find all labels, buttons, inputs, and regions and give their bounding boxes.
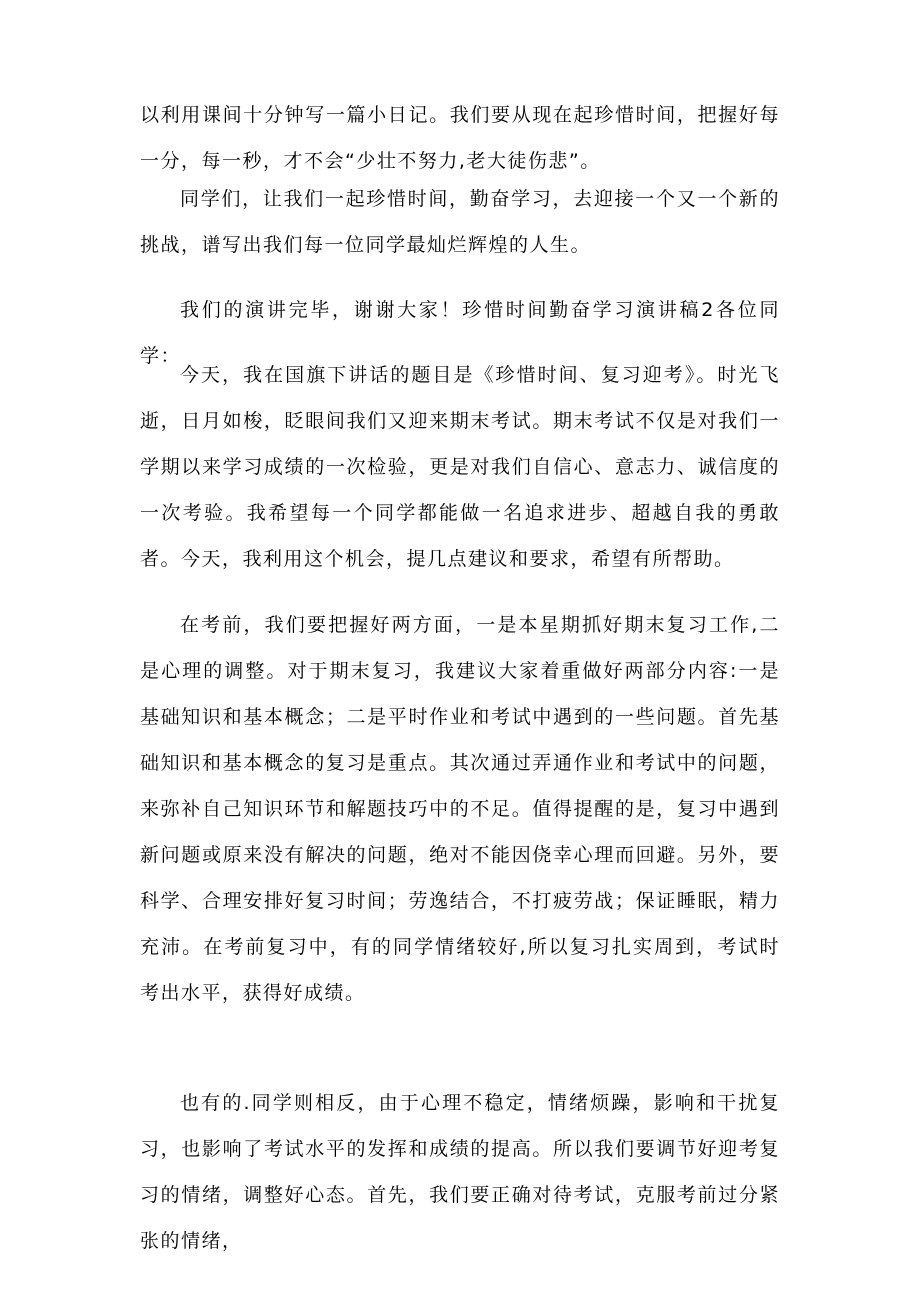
paragraph-speech-topic: 今天，我在国旗下讲话的题目是《珍惜时间、复习迎考》。时光飞逝，日月如梭，眨眼间我们又迎来期末考试。期末考试不仅是对我们一学期以来学习成绩的一次检验，更是对我们自信心、意志力、诚信度的一次考验。我希望每一个同学都能做一名追求进步、超越自我的勇敢者。今天，我利用这个机会，提几点建议和要求，希望有所帮助。 xyxy=(140,364,780,570)
paragraph-cherish-time: 同学们，让我们一起珍惜时间，勤奋学习，去迎接一个又一个新的挑战，谱写出我们每一位同学最灿烂辉煌的人生。 xyxy=(140,188,780,256)
paragraph-exam-review: 在考前，我们要把握好两方面，一是本星期抓好期末复习工作,二是心理的调整。对于期末复习，我建议大家着重做好两部分内容:一是基础知识和基本概念；二是平时作业和考试中遇到的一些问题。首先基础知识和基本概念的复习是重点。其次通过弄通作业和考试中的问题，来弥补自己知识环节和解题技巧中的不足。值得提醒的是，复习中遇到新问题或原来没有解决的问题，绝对不能因侥幸心理而回避。另外，要科学、合理安排好复习时间；劳逸结合，不打疲劳战；保证睡眠，精力充沛。在考前复习中，有的同学情绪较好,所以复习扎实周到，考试时考出水平，获得好成绩。 xyxy=(140,614,780,1004)
paragraph-continuation: 以利用课间十分钟写一篇小日记。我们要从现在起珍惜时间，把握好每一分，每一秒，才不会“少壮不努力,老大徒伤悲”。 xyxy=(140,104,780,172)
paragraph-speech-end: 我们的演讲完毕，谢谢大家！珍惜时间勤奋学习演讲稿2各位同学： xyxy=(140,299,780,367)
paragraph-mindset: 也有的.同学则相反，由于心理不稳定，情绪烦躁，影响和干扰复习，也影响了考试水平的发挥和成绩的提高。所以我们要调节好迎考复习的情绪，调整好心态。首先，我们要正确对待考试，克服考前过分紧张的情绪， xyxy=(140,1092,780,1252)
